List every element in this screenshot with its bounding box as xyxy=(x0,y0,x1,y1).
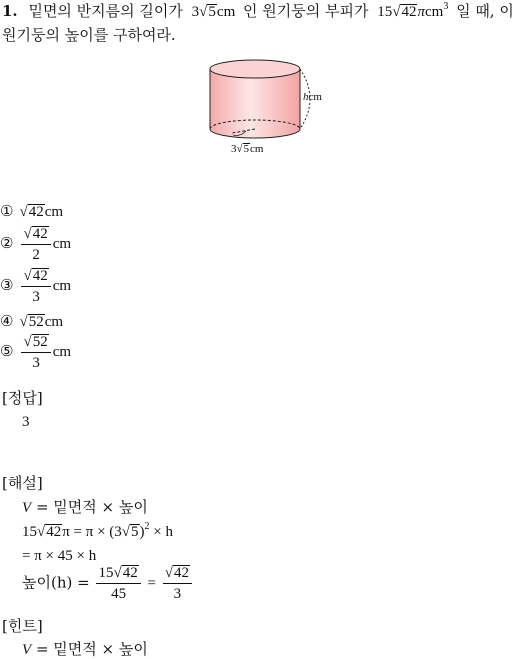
radius-label: 3√5cm xyxy=(231,143,264,155)
solution-heading: [해설] xyxy=(2,474,43,492)
question-number: 1. xyxy=(2,2,18,20)
height-label: hcm xyxy=(303,91,322,103)
option-marker: ② xyxy=(0,233,14,252)
option-marker: ① xyxy=(0,202,14,220)
option-3[interactable]: ③ $\frac{√42}{3}$ cm xyxy=(0,268,72,305)
volume-expression: 15√42πcm$^3$ xyxy=(377,1,449,20)
option-marker: ④ xyxy=(0,312,14,330)
cylinder-top xyxy=(210,60,300,78)
solution-line-4: 높이(h) = $\frac{15√42}{45}$ = $\frac{√42}{3}$ xyxy=(22,565,194,602)
hint-heading: [힌트] xyxy=(2,617,43,635)
option-5[interactable]: ⑤ $\frac{√52}{3}$ cm xyxy=(0,334,72,371)
option-marker: ⑤ xyxy=(0,341,14,360)
question-line-1 xyxy=(2,2,514,21)
solution-line-1: V = 밑면적 × 높이 xyxy=(22,498,148,516)
cylinder-diagram xyxy=(200,55,340,160)
cylinder-figure xyxy=(200,55,340,160)
option-4[interactable]: ④ √52cm xyxy=(0,312,64,330)
option-1[interactable]: ① √42cm xyxy=(0,202,64,220)
question-line-2: 원기둥의 높이를 구하여라. xyxy=(2,26,176,44)
hint-line-1: V = 밑면적 × 높이 xyxy=(22,640,148,658)
question-text-b: 인 원기둥의 부피가 xyxy=(242,2,369,20)
solution-line-2: $15√42\pi = \pi \times (3√5)^2 \times h$ xyxy=(22,521,173,540)
radius-expression: 3√5cm xyxy=(191,4,236,20)
cylinder-side xyxy=(210,69,300,138)
question-text-c: 일 때, 이 xyxy=(456,2,514,20)
solution-line-3: = π × 45 × h xyxy=(22,548,97,564)
answer-heading: [정답] xyxy=(2,389,43,407)
question-text-a: 밑면의 반지름의 길이가 xyxy=(28,2,183,20)
option-marker: ③ xyxy=(0,275,14,294)
answer-value: 3 xyxy=(22,414,30,430)
option-2[interactable]: ② $\frac{√42}{2}$ cm xyxy=(0,226,72,263)
